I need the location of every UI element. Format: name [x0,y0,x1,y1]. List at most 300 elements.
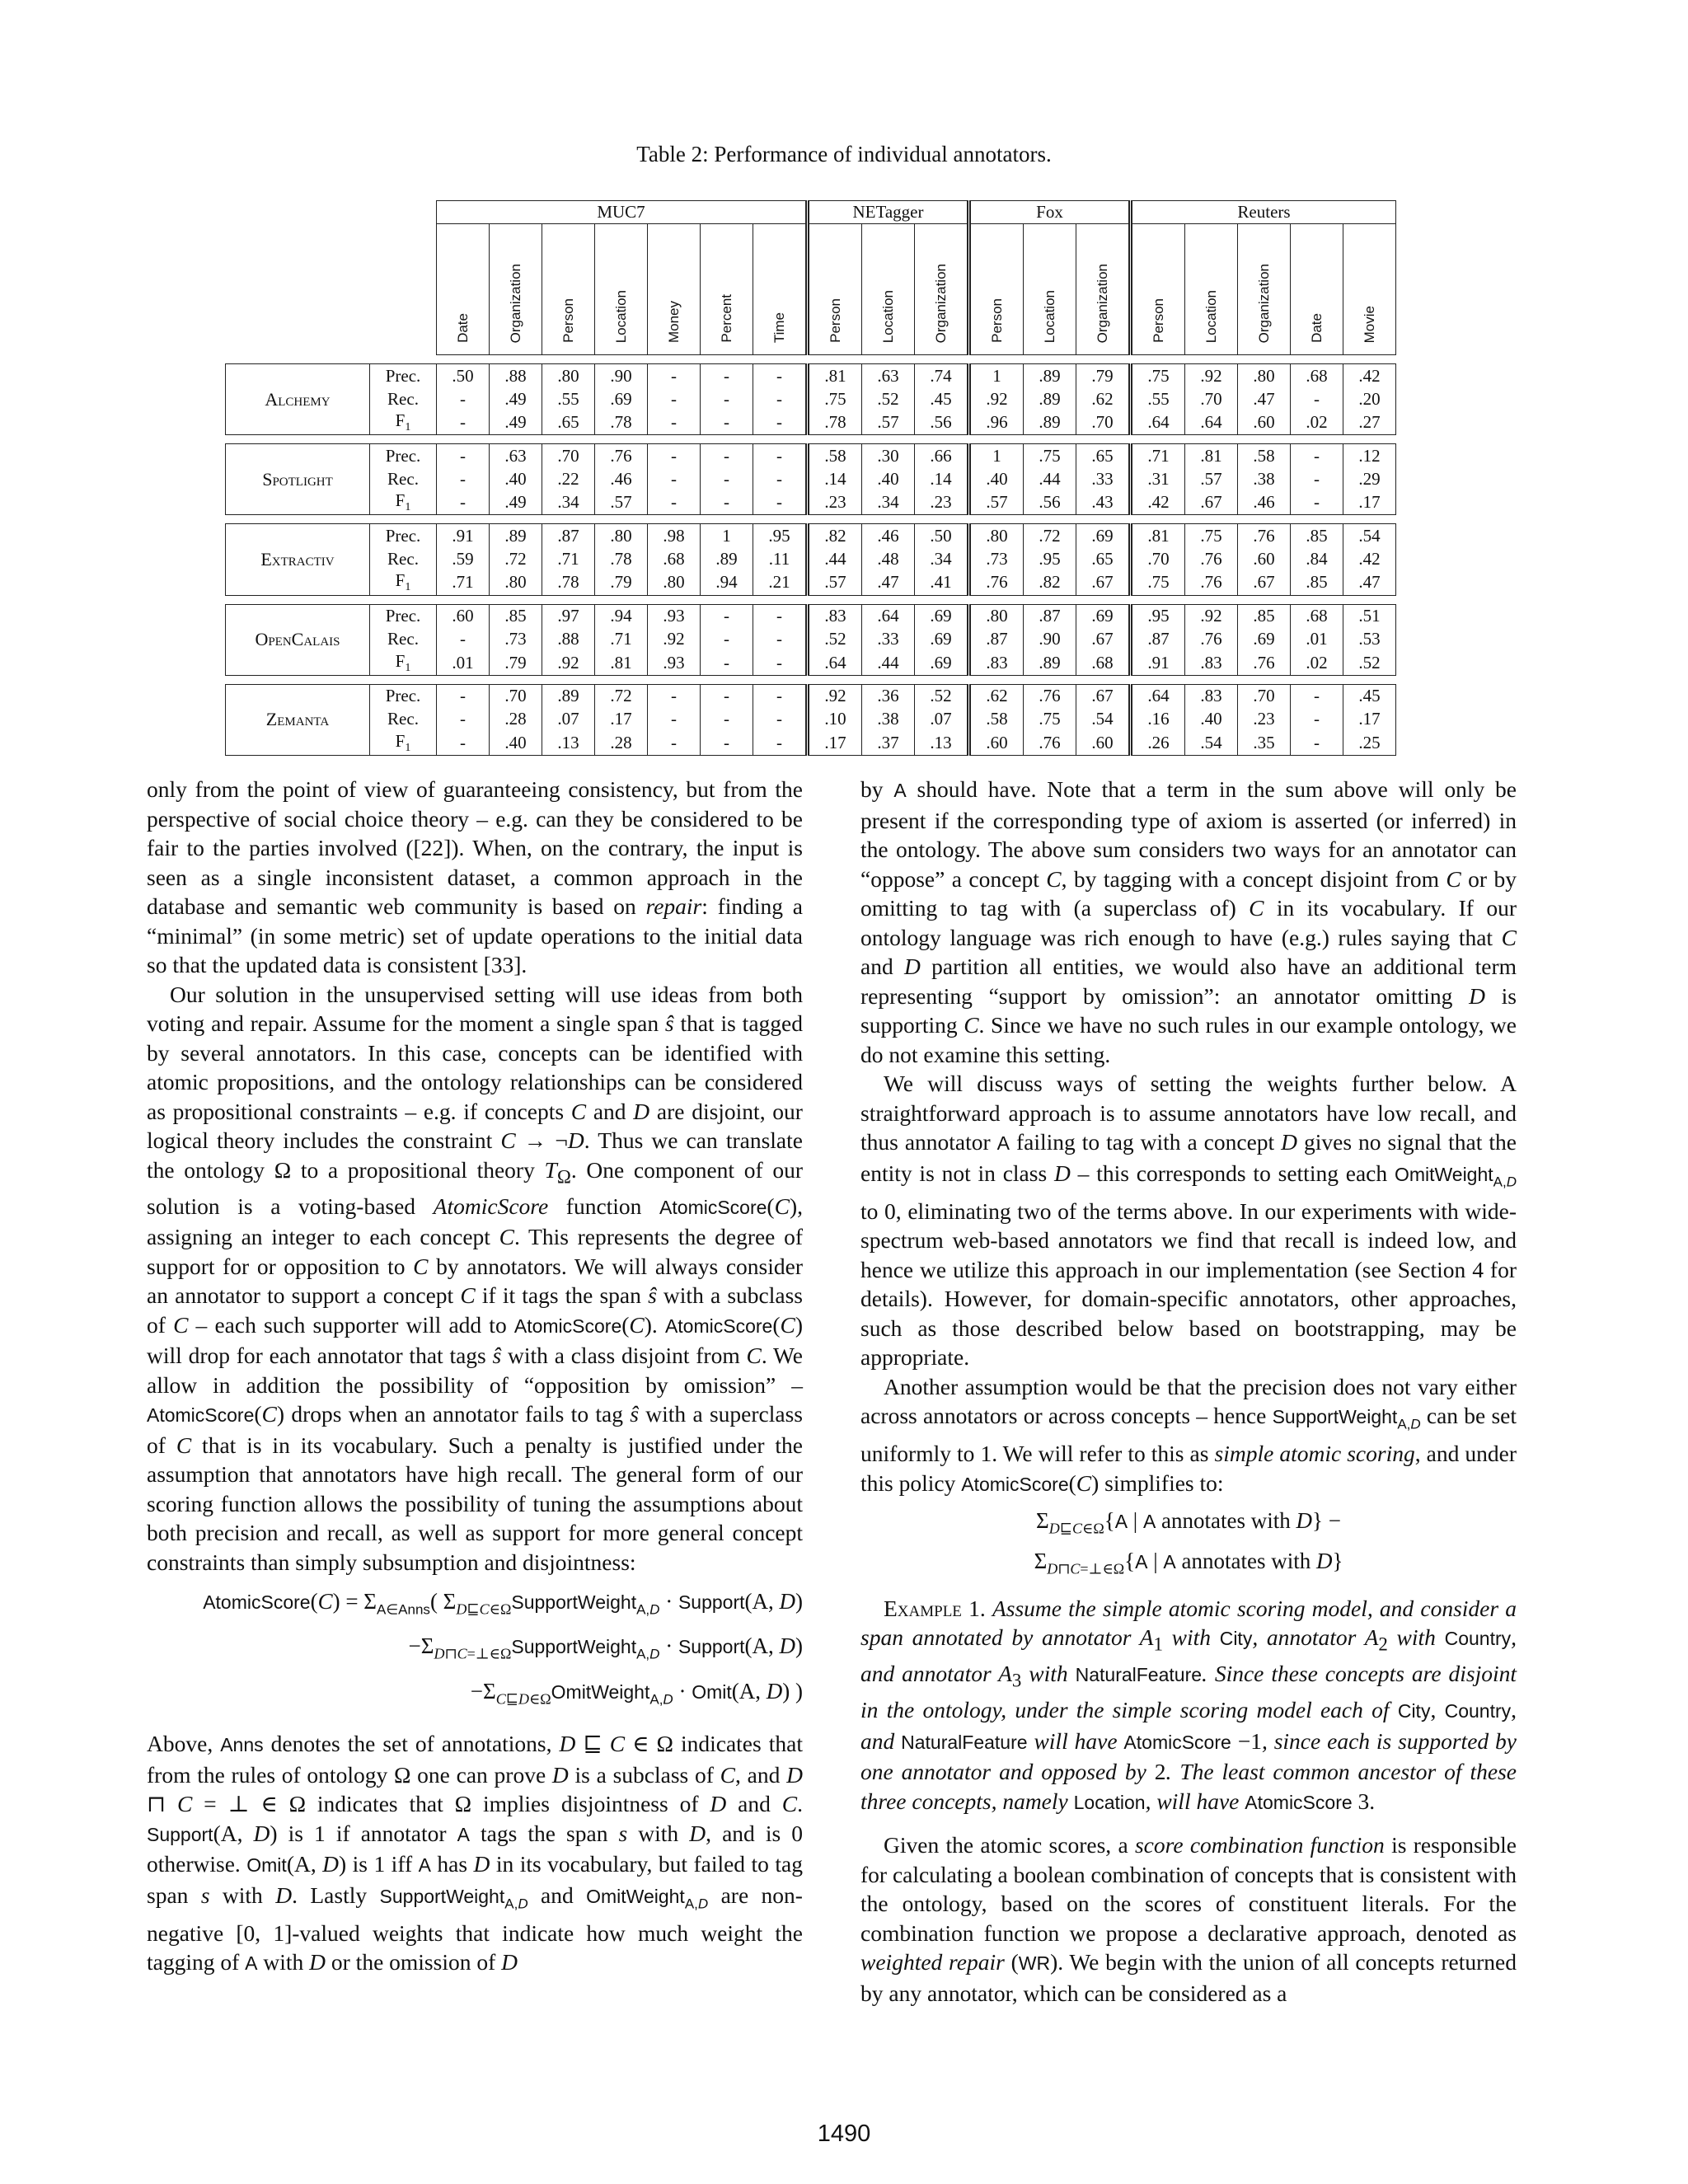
table-cell: .31 [1131,467,1185,490]
table-cell: .88 [490,364,542,388]
annotator-name: Zemanta [226,684,370,755]
table-cell: .98 [648,524,701,548]
table-cell: .23 [808,490,862,515]
table-cell: .20 [1343,387,1396,410]
table-cell: .60 [1076,731,1131,756]
table-cell: .17 [1343,708,1396,731]
table-cell: .63 [862,364,915,388]
table-cell: .62 [969,684,1024,708]
table-row [226,684,1396,708]
metric-label: Prec. [370,444,437,468]
table-cell: - [753,651,808,676]
table-row [226,364,1396,388]
table-cell: .49 [490,387,542,410]
table-cell: .33 [862,628,915,651]
table-cell: .70 [490,684,542,708]
table-cell: .72 [595,684,648,708]
metric-label: Rec. [370,467,437,490]
page-number: 1490 [817,2121,871,2147]
table-cell: .78 [808,410,862,435]
table-cell: .81 [808,364,862,388]
table-cell: .12 [1343,444,1396,468]
table-cell: .71 [595,628,648,651]
table-cell: .82 [1024,570,1076,595]
atomic-score-equation: AtomicScore(C) = $\Sigma_{A\in Anns}$( $\Sigma_{D⊑C\in\Omega}SupportWeight_{A,D}$ · Support(A, D) $-\Sigma_{D⊓C=\perp\in\Omega}SupportWeight_{A,D}$ · Support(A, D) $-\Sigma_{C⊑D\in\Omega}OmitWeight_{A,D}$ · Omit(A, D) ) [203,1589,803,1708]
column-header: Location [1185,224,1238,355]
table-cell: .64 [808,651,862,676]
table-cell: .49 [490,410,542,435]
paragraph: Given the atomic scores, a score combination function is responsible for calculating a boolean combination of concepts that is consistent with the ontology, based on the scores of constituent literals. For the combination function we propose a declarative approach, denoted as weighted repair (WR). We begin with the union of all concepts returned by any annotator, which can be considered as a [860,1832,1517,2006]
table-cell: - [701,651,753,676]
table-cell: .55 [1131,387,1185,410]
table-cell: .34 [915,547,969,570]
table-cell: - [437,467,490,490]
table-cell: .25 [1343,731,1396,756]
table-cell: .43 [1076,490,1131,515]
table-cell: .50 [437,364,490,388]
table-cell: .38 [862,708,915,731]
table-cell: .13 [915,731,969,756]
table-cell: .78 [595,410,648,435]
table-cell: .75 [1185,524,1238,548]
table-cell: .27 [1343,410,1396,435]
column-header: Location [1024,224,1076,355]
metric-label: Prec. [370,364,437,388]
paragraph: We will discuss ways of setting the weights further below. A straightforward approach is to assume annotators have low recall, and thus annotator A failing to tag with a concept D gives no signal that the entity is not in class D – this corresponds to setting each OmitWeight$_{A,D}$ to 0, eliminating two of the terms above. In our experiments with wide-spectrum web-based annotators we find that recall is indeed low, and hence we utilize this approach in our implementation (see Section 4 for details). However, for domain-specific annotators, other approaches, such as those described below based on bootstrapping, may be appropriate. [860,1071,1517,1370]
table-cell: - [437,628,490,651]
table-cell: .26 [1131,731,1185,756]
table-cell: .96 [969,410,1024,435]
table-cell: - [701,684,753,708]
table-row [226,524,1396,548]
table-cell: .07 [915,708,969,731]
table-row [226,651,1396,676]
table-cell: .64 [1131,410,1185,435]
column-header: Organization [490,224,542,355]
table-cell: - [753,467,808,490]
table-cell: .75 [808,387,862,410]
table-cell: .14 [808,467,862,490]
column-header: Person [969,224,1024,355]
table-cell: .89 [1024,651,1076,676]
table-cell: .75 [1024,708,1076,731]
column-header: Location [862,224,915,355]
table-cell: .70 [1076,410,1131,435]
table-cell: .54 [1076,708,1131,731]
table-cell: .40 [1185,708,1238,731]
table-cell: .95 [1131,604,1185,628]
table-cell: .80 [1238,364,1291,388]
table-cell: .45 [915,387,969,410]
table-cell: .02 [1291,651,1343,676]
table-cell: - [753,364,808,388]
table-cell: .78 [595,547,648,570]
table-cell: .81 [1131,524,1185,548]
table-cell: .94 [595,604,648,628]
table-cell: .47 [862,570,915,595]
table-row [226,604,1396,628]
column-header: Date [437,224,490,355]
metric-label: Rec. [370,708,437,731]
table-cell: .69 [915,628,969,651]
table-cell: .16 [1131,708,1185,731]
table-cell: .85 [1238,604,1291,628]
table-cell: .46 [595,467,648,490]
table-cell: .65 [542,410,595,435]
table-cell: .42 [1343,547,1396,570]
table-cell: .67 [1076,684,1131,708]
table-cell: .76 [1238,524,1291,548]
table-cell: .82 [808,524,862,548]
table-cell: - [753,490,808,515]
table-cell: .68 [648,547,701,570]
table-cell: .87 [969,628,1024,651]
table-cell: .66 [915,444,969,468]
table-cell: .75 [1024,444,1076,468]
column-header: Money [648,224,701,355]
table-cell: .17 [808,731,862,756]
table-cell: .67 [1076,570,1131,595]
table-cell: .47 [1343,570,1396,595]
table-cell: - [648,467,701,490]
table-cell: .69 [1238,628,1291,651]
table-cell: - [753,444,808,468]
table-cell: .54 [1185,731,1238,756]
table-cell: .90 [1024,628,1076,651]
metric-label: Rec. [370,387,437,410]
table-cell: - [753,387,808,410]
table-cell: - [648,410,701,435]
metric-label: $F_1$ [370,410,437,435]
table-cell: .54 [1343,524,1396,548]
table-cell: .76 [1185,570,1238,595]
table-cell: .14 [915,467,969,490]
table-cell: .94 [701,570,753,595]
annotator-name: Alchemy [226,364,370,435]
table-cell: .28 [595,731,648,756]
table-cell: .75 [1131,570,1185,595]
table-cell: .76 [1185,628,1238,651]
paragraph: Above, Anns denotes the set of annotations, D ⊑ C ∈ Ω indicates that from the rules of ontology Ω one can prove D is a subclass of C, and D ⊓ C = ⊥ ∈ Ω indicates that Ω implies disjointness of D and C. Support(A, D) is 1 if annotator A tags the span s with D, and is 0 otherwise. Omit(A, D) is 1 iff A has D in its vocabulary, but failed to tag span s with D. Lastly SupportWeight$_{A,D}$ and OmitWeight$_{A,D}$ are non-negative [0, 1]-valued weights that indicate how much weight the tagging of A with D or the omission of D [147,1731,803,1975]
table-cell: .48 [862,547,915,570]
table-cell: .59 [437,547,490,570]
table-cell: .10 [808,708,862,731]
table-cell: - [437,684,490,708]
table-cell: - [437,410,490,435]
table-cell: .17 [595,708,648,731]
table-cell: .02 [1291,410,1343,435]
table-cell: .64 [1131,684,1185,708]
table-cell: .85 [490,604,542,628]
column-header: Organization [1238,224,1291,355]
table-cell: .69 [915,604,969,628]
table-cell: .89 [542,684,595,708]
table-cell: .97 [542,604,595,628]
table-cell: .46 [862,524,915,548]
table-cell: .73 [969,547,1024,570]
metric-label: Rec. [370,547,437,570]
table-cell: .44 [862,651,915,676]
table-cell: - [753,628,808,651]
table-cell: 1 [969,444,1024,468]
table-cell: .21 [753,570,808,595]
table-cell: .91 [437,524,490,548]
table-cell: .33 [1076,467,1131,490]
table-cell: - [648,364,701,388]
table-cell: - [753,708,808,731]
table-cell: .40 [490,731,542,756]
table-cell: .60 [1238,410,1291,435]
table-cell: .76 [1024,684,1076,708]
table-cell: .50 [915,524,969,548]
table-cell: .73 [490,628,542,651]
table-row [226,444,1396,468]
table-cell: .68 [1076,651,1131,676]
column-header: Person [542,224,595,355]
table-cell: .42 [1131,490,1185,515]
table-cell: - [753,731,808,756]
table-cell: .51 [1343,604,1396,628]
table-cell: .52 [862,387,915,410]
table-cell: .85 [1291,524,1343,548]
metric-label: Prec. [370,604,437,628]
table-cell: .92 [542,651,595,676]
column-header: Percent [701,224,753,355]
table-cell: .83 [1185,651,1238,676]
table-cell: - [648,444,701,468]
table-cell: .38 [1238,467,1291,490]
table-cell: .44 [1024,467,1076,490]
table-cell: - [701,410,753,435]
table-cell: .89 [490,524,542,548]
column-header: Organization [1076,224,1131,355]
metric-label: Rec. [370,628,437,651]
column-header: Organization [915,224,969,355]
column-header: Person [808,224,862,355]
table-cell: .91 [1131,651,1185,676]
table-cell: .67 [1238,570,1291,595]
table-cell: .57 [969,490,1024,515]
table-cell: .93 [648,604,701,628]
table-cell: .79 [595,570,648,595]
table-cell: .80 [542,364,595,388]
table-cell: .79 [490,651,542,676]
left-column [147,775,803,1979]
table-cell: .70 [542,444,595,468]
table-cell: .81 [595,651,648,676]
table-cell: .79 [1076,364,1131,388]
table-cell: - [753,410,808,435]
table-cell: .71 [1131,444,1185,468]
table-cell: .88 [542,628,595,651]
table-cell: - [1291,731,1343,756]
table-cell: - [1291,684,1343,708]
table-cell: .65 [1076,444,1131,468]
example-paragraph: Example 1. Assume the simple atomic scoring model, and consider a span annotated by annotator $A_1$ with City, annotator $A_2$ with Country, and annotator $A_3$ with NaturalFeature. Since these concepts are disjoint in the ontology, under the simple scoring model each of City, Country, and NaturalFeature will have AtomicScore −1, since each is supported by one annotator and opposed by 2. The least common ancestor of these three concepts, namely Location, will have AtomicScore 3. [860,1595,1517,1814]
table-cell: .55 [542,387,595,410]
table-cell: - [1291,467,1343,490]
table-row [226,628,1396,651]
table-cell: - [753,604,808,628]
table-cell: .41 [915,570,969,595]
group-header: MUC7 [437,201,808,224]
table-cell: .76 [969,570,1024,595]
table-cell: - [1291,444,1343,468]
table-cell: - [701,467,753,490]
column-header: Person [1131,224,1185,355]
table-cell: - [701,364,753,388]
annotator-name: OpenCalais [226,604,370,675]
table-cell: .92 [969,387,1024,410]
table-cell: .93 [648,651,701,676]
table-cell: .37 [862,731,915,756]
table-cell: - [701,387,753,410]
table-cell: .80 [969,524,1024,548]
table-cell: .52 [808,628,862,651]
table-cell: - [701,604,753,628]
table-cell: .84 [1291,547,1343,570]
table-cell: .56 [1024,490,1076,515]
table-cell: .52 [1343,651,1396,676]
table-cell: .69 [915,651,969,676]
column-header: Date [1291,224,1343,355]
table-cell: .57 [1185,467,1238,490]
metric-label: $F_1$ [370,731,437,756]
table-cell: .40 [490,467,542,490]
table-cell: .70 [1238,684,1291,708]
annotator-name: Extractiv [226,524,370,595]
table-row [226,410,1396,435]
table-cell: .58 [808,444,862,468]
table-cell: .64 [862,604,915,628]
table-cell: .34 [542,490,595,515]
table-cell: .17 [1343,490,1396,515]
table-cell: .71 [437,570,490,595]
table-cell: - [648,684,701,708]
table-cell: .49 [490,490,542,515]
paragraph: Our solution in the unsupervised setting will use ideas from both voting and repair. Assume for the moment a single span ŝ that is tagged by several annotators. In this case, concepts can be identified with atomic propositions, and the ontology relationships can be considered as propositional constraints – e.g. if concepts C and D are disjoint, our logical theory includes the constraint C → ¬D. Thus we can translate the ontology Ω to a propositional theory $T_\Omega$. One component of our solution is a voting-based AtomicScore function AtomicScore(C), assigning an integer to each concept C. This represents the degree of support for or opposition to C by annotators. We will always consider an annotator to support a concept C if it tags the span ŝ with a subclass of C – each such supporter will add to AtomicScore(C). AtomicScore(C) will drop for each annotator that tags ŝ with a class disjoint from C. We allow in addition the possibility of “opposition by omission” – AtomicScore(C) drops when an annotator fails to tag ŝ with a superclass of C that is in its vocabulary. Such a penalty is justified under the assumption that annotators have high recall. The general form of our scoring function allows the possibility of tuning the assumptions about both precision and recall, as well as support for more general concept constraints than simply subsumption and disjointness: [147,981,803,1575]
table-cell: .40 [862,467,915,490]
table-cell: .60 [1238,547,1291,570]
table-cell: .56 [915,410,969,435]
table-cell: - [437,708,490,731]
table-cell: .89 [1024,364,1076,388]
table-cell: .71 [542,547,595,570]
table-cell: - [648,387,701,410]
table-cell: .90 [595,364,648,388]
table-cell: - [701,731,753,756]
table-cell: .69 [1076,524,1131,548]
table-cell: .95 [1024,547,1076,570]
table-cell: .01 [437,651,490,676]
table-cell: .62 [1076,387,1131,410]
table-cell: .35 [1238,731,1291,756]
table-cell: - [753,684,808,708]
table-row [226,731,1396,756]
table-cell: .52 [915,684,969,708]
table-cell: .78 [542,570,595,595]
performance-table [225,200,1396,756]
table-cell: - [648,731,701,756]
table-cell: .76 [1238,651,1291,676]
table-cell: - [701,628,753,651]
paragraph: only from the point of view of guaranteeing consistency, but from the perspective of social choice theory – e.g. can they be considered to be fair to the parties involved ([22]). When, on the contrary, the input is seen as a single inconsistent dataset, a common approach in the database and semantic web community is based on repair: finding a “minimal” (in some metric) set of update operations to the initial data so that the updated data is consistent [33]. [147,776,803,977]
table-cell: .89 [1024,410,1076,435]
table-cell: - [437,490,490,515]
group-header: Reuters [1131,201,1396,224]
table-cell: .47 [1238,387,1291,410]
table-cell: .92 [1185,604,1238,628]
performance-table-wrap [225,200,1396,756]
table-cell: - [648,490,701,515]
metric-label: Prec. [370,524,437,548]
table-cell: .13 [542,731,595,756]
table-cell: - [701,444,753,468]
table-cell: .70 [1131,547,1185,570]
table-cell: .85 [1291,570,1343,595]
table-cell: .80 [648,570,701,595]
table-row [226,547,1396,570]
metric-label: $F_1$ [370,651,437,676]
table-cell: .36 [862,684,915,708]
table-cell: .67 [1076,628,1131,651]
paragraph: by A should have. Note that a term in the sum above will only be present if the corresponding type of axiom is asserted (or inferred) in the ontology. The above sum considers two ways for an annotator can “oppose” a concept C, by tagging with a concept disjoint from C or by omitting to tag with (a superclass of) C in its vocabulary. If our ontology language was rich enough to have (e.g.) rules saying that C and D partition all entities, we would also have an additional term representing “support by omission”: an annotator omitting D is supporting C. Since we have no such rules in our example ontology, we do not examine this setting. [860,776,1517,1067]
table-cell: - [1291,387,1343,410]
table-cell: .28 [490,708,542,731]
table-cell: .92 [648,628,701,651]
table-cell: .40 [969,467,1024,490]
table-cell: .89 [701,547,753,570]
table-cell: .76 [1024,731,1076,756]
table-cell: .69 [1076,604,1131,628]
table-cell: .76 [1185,547,1238,570]
table-cell: .74 [915,364,969,388]
table-cell: .53 [1343,628,1396,651]
table-cell: - [1291,708,1343,731]
table-cell: .11 [753,547,808,570]
table-cell: .68 [1291,364,1343,388]
table-cell: .23 [1238,708,1291,731]
table-cell: - [1291,490,1343,515]
group-header: NETagger [808,201,969,224]
table-cell: .92 [808,684,862,708]
table-cell: - [437,387,490,410]
table-cell: .64 [1185,410,1238,435]
table-cell: .57 [595,490,648,515]
table-cell: .95 [753,524,808,548]
table-cell: .46 [1238,490,1291,515]
table-cell: .63 [490,444,542,468]
table-cell: .80 [595,524,648,548]
column-header: Location [595,224,648,355]
table-cell: - [437,444,490,468]
table-cell: .60 [437,604,490,628]
table-cell: 1 [701,524,753,548]
table-row [226,387,1396,410]
metric-label: Prec. [370,684,437,708]
table-cell: .44 [808,547,862,570]
table-cell: .67 [1185,490,1238,515]
table-cell: .69 [595,387,648,410]
paragraph: Another assumption would be that the precision does not vary either across annotators or across concepts – hence SupportWeight$_{A,D}$ can be set uniformly to 1. We will refer to this as simple atomic scoring, and under this policy AtomicScore(C) simplifies to: [860,1373,1517,1496]
metric-label: $F_1$ [370,570,437,595]
table-cell: .57 [862,410,915,435]
table-cell: 1 [969,364,1024,388]
table-cell: .68 [1291,604,1343,628]
table-cell: .70 [1185,387,1238,410]
table-cell: .89 [1024,387,1076,410]
table-cell: .87 [1024,604,1076,628]
